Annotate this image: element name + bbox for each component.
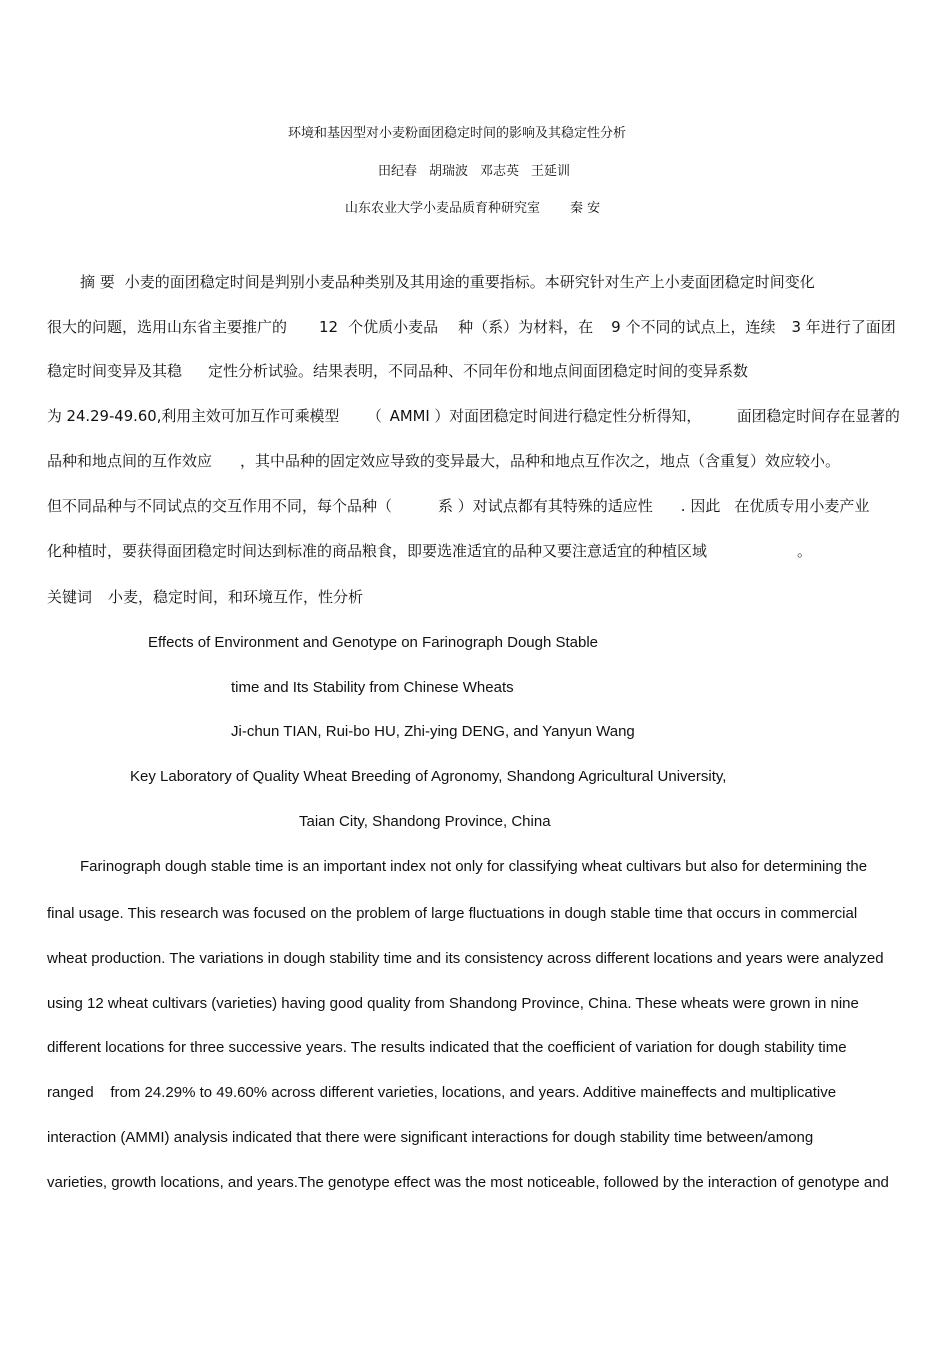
cn-abstract-line-2: 很大的问题，选用山东省主要推广的 12 个优质小麦品 种（系）为材料，在 9 个不同的试点上，连续 3 年进行了面团 bbox=[47, 318, 896, 336]
cn-author: 邓志英 bbox=[480, 164, 520, 179]
en-abstract-line: final usage. This research was focused on the problem of large fluctuations in dough stable time that occurs in commercial bbox=[47, 905, 858, 922]
cn-author: 田纪春 bbox=[378, 164, 418, 179]
en-abstract-line: Farinograph dough stable time is an important index not only for classifying wheat cultivars but also for determining the bbox=[80, 858, 868, 875]
en-abstract-line: ranged from 24.29% to 49.60% across different varieties, locations, and years. Additive maineffects and multiplicative bbox=[47, 1084, 837, 1101]
cn-abstract-label: 摘 要 bbox=[80, 273, 115, 291]
cn-title: 环境和基因型对小麦粉面团稳定时间的影响及其稳定性分析 bbox=[288, 126, 627, 141]
en-title-line-1: Effects of Environment and Genotype on Farinograph Dough Stable bbox=[148, 634, 599, 651]
cn-keywords bbox=[47, 588, 363, 606]
cn-affiliation: 山东农业大学小麦品质育种研究室 bbox=[345, 201, 541, 216]
cn-keywords-label: 关键词 bbox=[47, 588, 93, 606]
cn-affiliation-extra: 秦 安 bbox=[570, 201, 601, 216]
cn-abstract-line-5: 品种和地点间的互作效应 ，其中品种的固定效应导致的变异最大，品种和地点互作次之，地点（含重复）效应较小。 bbox=[47, 452, 841, 470]
en-abstract-line: wheat production. The variations in dough stability time and its consistency across different locations and years were analyzed bbox=[47, 950, 884, 967]
en-title-line-2: time and Its Stability from Chinese Wheats bbox=[231, 679, 514, 696]
cn-author: 胡瑞波 bbox=[429, 164, 469, 179]
cn-affiliation-line bbox=[345, 201, 600, 217]
en-affiliation-line-2: Taian City, Shandong Province, China bbox=[299, 813, 551, 830]
en-abstract-line: varieties, growth locations, and years.The genotype effect was the most noticeable, followed by the interaction of genotype and bbox=[47, 1174, 889, 1191]
cn-author: 王延训 bbox=[531, 164, 571, 179]
cn-abstract-line-1: 摘 要 小麦的面团稳定时间是判别小麦品种类别及其用途的重要指标。本研究针对生产上小麦面团稳定时间变化 bbox=[80, 273, 815, 291]
cn-abstract-line-6: 但不同品种与不同试点的交互作用不同，每个品种（ 系 ）对试点都有其特殊的适应性 . 因此 在优质专用小麦产业 bbox=[47, 497, 870, 515]
cn-authors bbox=[378, 164, 570, 180]
en-authors: Ji-chun TIAN, Rui-bo HU, Zhi-ying DENG, and Yanyun Wang bbox=[231, 723, 635, 740]
en-affiliation-line-1: Key Laboratory of Quality Wheat Breeding of Agronomy, Shandong Agricultural University, bbox=[130, 768, 727, 785]
cn-abstract-line-7: 化种植时，要获得面团稳定时间达到标准的商品粮食，即要选准适宜的品种又要注意适宜的种植区域 。 bbox=[47, 542, 813, 560]
en-abstract-line: interaction (AMMI) analysis indicated that there were significant interactions for dough stability time between/among bbox=[47, 1129, 814, 1146]
cn-keywords-text: 小麦，稳定时间，和环境互作，性分析 bbox=[108, 588, 364, 606]
cn-abstract-line-4: 为 24.29-49.60,利用主效可加互作可乘模型 （ AMMI ）对面团稳定时间进行稳定性分析得知， 面团稳定时间存在显著的 bbox=[47, 407, 900, 425]
en-abstract-line: different locations for three successive years. The results indicated that the coefficient of variation for dough stability time bbox=[47, 1039, 847, 1056]
en-abstract-line: using 12 wheat cultivars (varieties) having good quality from Shandong Province, China. These wheats were grown in nine bbox=[47, 995, 859, 1012]
cn-abstract-line-3: 稳定时间变异及其稳 定性分析试验。结果表明，不同品种、不同年份和地点间面团稳定时间的变异系数 bbox=[47, 362, 749, 380]
